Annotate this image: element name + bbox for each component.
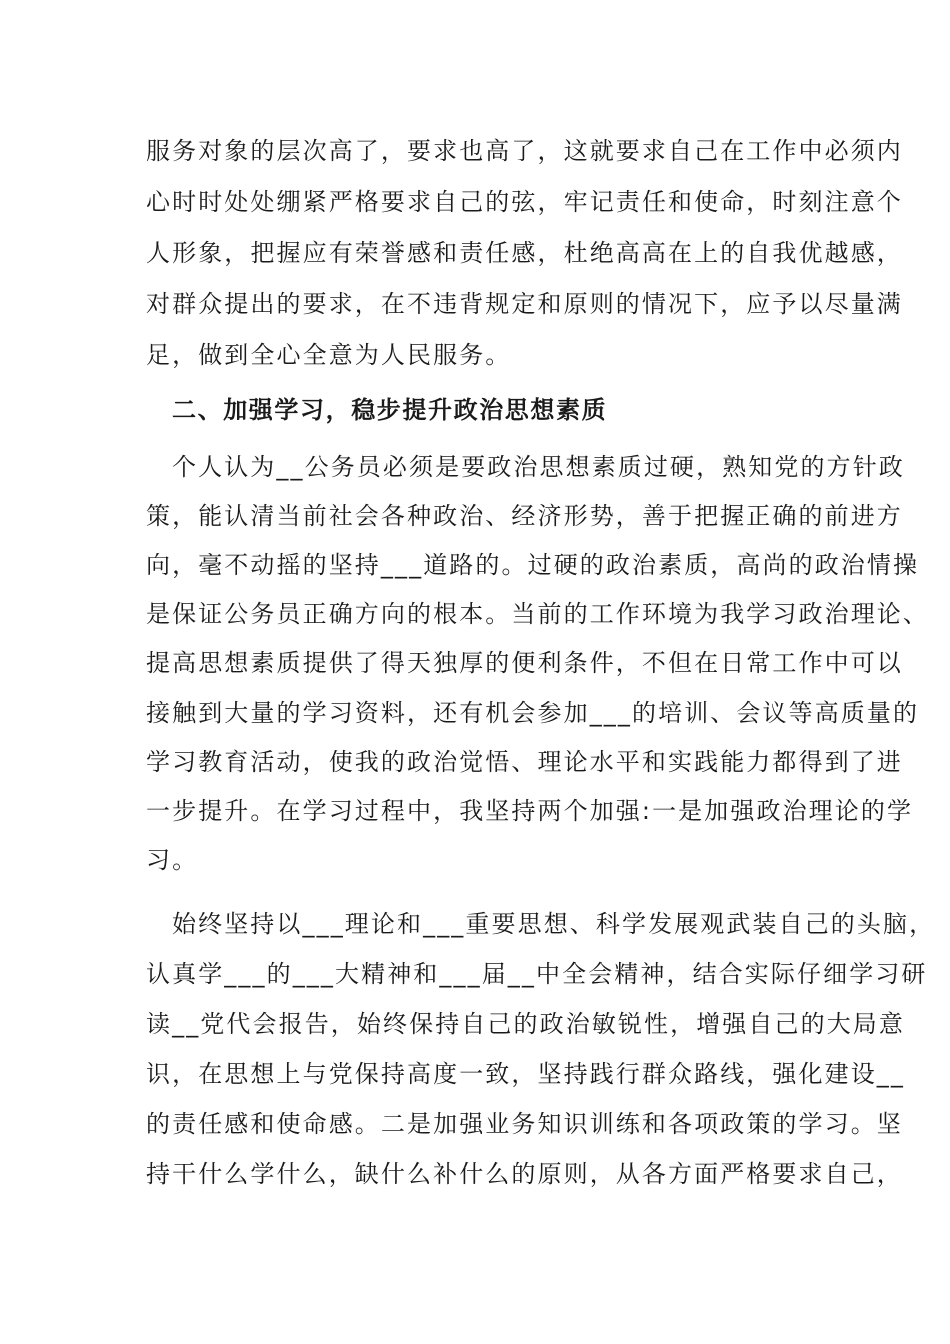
paragraph-3-line-6: 持干什么学什么，缺什么补什么的原则，从各方面严格要求自己， xyxy=(146,1160,903,1188)
paragraph-2-line-4: 是保证公务员正确方向的根本。当前的工作环境为我学习政治理论、 xyxy=(146,600,929,628)
paragraph-3-line-5: 的责任感和使命感。二是加强业务知识训练和各项政策的学习。坚 xyxy=(146,1110,903,1138)
paragraph-1-line-4: 对群众提出的要求，在不违背规定和原则的情况下，应予以尽量满 xyxy=(146,290,903,318)
paragraph-3-line-2: 认真学___的___大精神和___届__中全会精神，结合实际仔细学习研 xyxy=(146,960,928,988)
paragraph-1-line-5: 足，做到全心全意为人民服务。 xyxy=(146,341,512,369)
section-heading: 二、加强学习，稳步提升政治思想素质 xyxy=(172,396,608,424)
paragraph-2-line-1: 个人认为__公务员必须是要政治思想素质过硬，熟知党的方针政 xyxy=(172,453,905,481)
paragraph-2-line-2: 策，能认清当前社会各种政治、经济形势，善于把握正确的前进方 xyxy=(146,502,903,530)
paragraph-2-line-9: 习。 xyxy=(146,846,199,874)
paragraph-2-line-6: 接触到大量的学习资料，还有机会参加___的培训、会议等高质量的 xyxy=(146,699,920,727)
paragraph-3-line-3: 读__党代会报告，始终保持自己的政治敏锐性，增强自己的大局意 xyxy=(146,1010,905,1038)
paragraph-2-line-5: 提高思想素质提供了得天独厚的便利条件，不但在日常工作中可以 xyxy=(146,649,903,677)
paragraph-3-line-1: 始终坚持以___理论和___重要思想、科学发展观武装自己的头脑， xyxy=(172,910,936,938)
paragraph-2-line-3: 向，毫不动摇的坚持___道路的。过硬的政治素质，高尚的政治情操 xyxy=(146,551,920,579)
paragraph-2-line-8: 一步提升。在学习过程中，我坚持两个加强:一是加强政治理论的学 xyxy=(146,797,914,825)
paragraph-1-line-2: 心时时处处绷紧严格要求自己的弦，牢记责任和使命，时刻注意个 xyxy=(146,188,903,216)
paragraph-1-line-3: 人形象，把握应有荣誉感和责任感，杜绝高高在上的自我优越感， xyxy=(146,239,903,267)
paragraph-2-line-7: 学习教育活动，使我的政治觉悟、理论水平和实践能力都得到了进 xyxy=(146,748,903,776)
paragraph-3-line-4: 识，在思想上与党保持高度一致，坚持践行群众路线，强化建设__ xyxy=(146,1060,905,1088)
paragraph-1-line-1: 服务对象的层次高了，要求也高了，这就要求自己在工作中必须内 xyxy=(146,137,903,165)
